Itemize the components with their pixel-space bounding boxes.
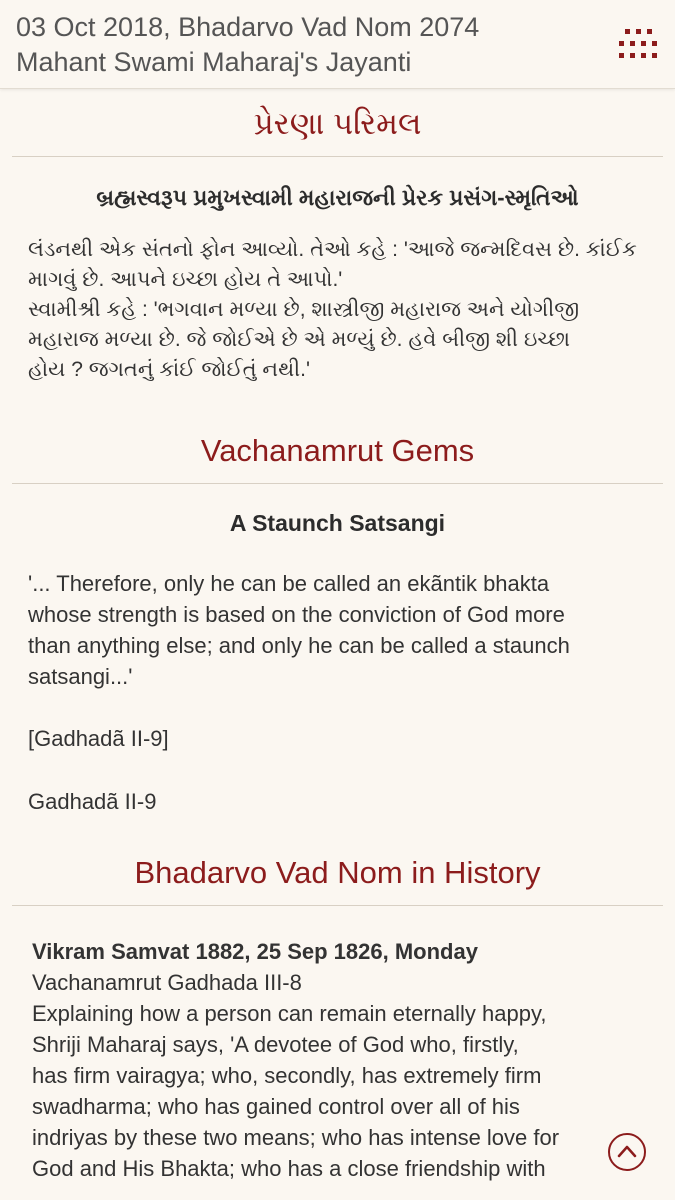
content-area xyxy=(0,88,675,1184)
prerna-line: હોય ? જગતનું કાંઈ જોઈતું નથી.' xyxy=(28,358,311,381)
quote-line: satsangi...' xyxy=(28,664,133,689)
history-item-line: Explaining how a person can remain eternally happy, xyxy=(32,1001,547,1026)
prerna-subtitle: બ્રહ્મસ્વરૂપ પ્રમુખસ્વામી મહારાજની પ્રેરક પ્રસંગ-સ્મૃતિઓ xyxy=(96,185,579,210)
reference-bracket: [Gadhadã II-9] xyxy=(28,726,169,751)
history-title: Bhadarvo Vad Nom in History xyxy=(134,855,541,890)
history-item-date: Vikram Samvat 1882, 25 Sep 1826, Monday xyxy=(32,939,478,964)
quote-line: than anything else; and only he can be called a staunch xyxy=(28,633,570,658)
app-header xyxy=(0,0,675,89)
history-item-line: swadharma; who has gained control over all of his xyxy=(32,1094,520,1119)
prerna-title: પ્રેરણા પરિમલ xyxy=(253,106,422,141)
history-item-line: Shriji Maharaj says, 'A devotee of God who, firstly, xyxy=(32,1032,519,1057)
grid-dots-icon[interactable] xyxy=(617,27,659,61)
vachanamrut-subtitle: A Staunch Satsangi xyxy=(229,510,446,536)
history-item-source[interactable]: Vachanamrut Gadhada III-8 xyxy=(32,970,302,995)
history-item xyxy=(32,936,647,1184)
quote-line: whose strength is based on the conviction of God more xyxy=(28,602,565,627)
date-line: 03 Oct 2018, Bhadarvo Vad Nom 2074 xyxy=(16,12,480,42)
prerna-body xyxy=(28,235,647,385)
prerna-line: લંડનથી એક સંતનો ફોન આવ્યો. તેઓ કહે : 'આજે જન્મદિવસ છે. કાંઈક xyxy=(28,238,637,261)
vachanamrut-quote xyxy=(28,568,647,692)
history-item-line: God and His Bhakta; who has a close friendship with xyxy=(32,1156,546,1181)
prerna-divider xyxy=(12,156,663,157)
quote-line: '... Therefore, only he can be called an ekãntik bhakta xyxy=(28,571,550,596)
history-divider xyxy=(12,905,663,906)
history-item-line: indriyas by these two means; who has intense love for xyxy=(32,1125,560,1150)
vachanamrut-divider xyxy=(12,483,663,484)
prerna-line: સ્વામીશ્રી કહે : 'ભગવાન મળ્યા છે, શાસ્ત્રીજી મહારાજ અને યોગીજી xyxy=(28,298,580,321)
reference-link[interactable]: Gadhadã II-9 xyxy=(28,789,157,814)
prerna-line: માગવું છે. આપને ઇચ્છા હોય તે આપો.' xyxy=(28,268,343,291)
history-item-line: has firm vairagya; who, secondly, has extremely firm xyxy=(32,1063,542,1088)
vachanamrut-title: Vachanamrut Gems xyxy=(200,433,475,468)
event-line: Mahant Swami Maharaj's Jayanti xyxy=(16,47,412,77)
scroll-to-top-button[interactable] xyxy=(608,1133,646,1171)
prerna-line: મહારાજ મળ્યા છે. જે જોઈએ છે એ મળ્યું છે. હવે બીજી શી ઇચ્છા xyxy=(28,328,570,351)
chevron-up-icon xyxy=(617,1143,637,1159)
